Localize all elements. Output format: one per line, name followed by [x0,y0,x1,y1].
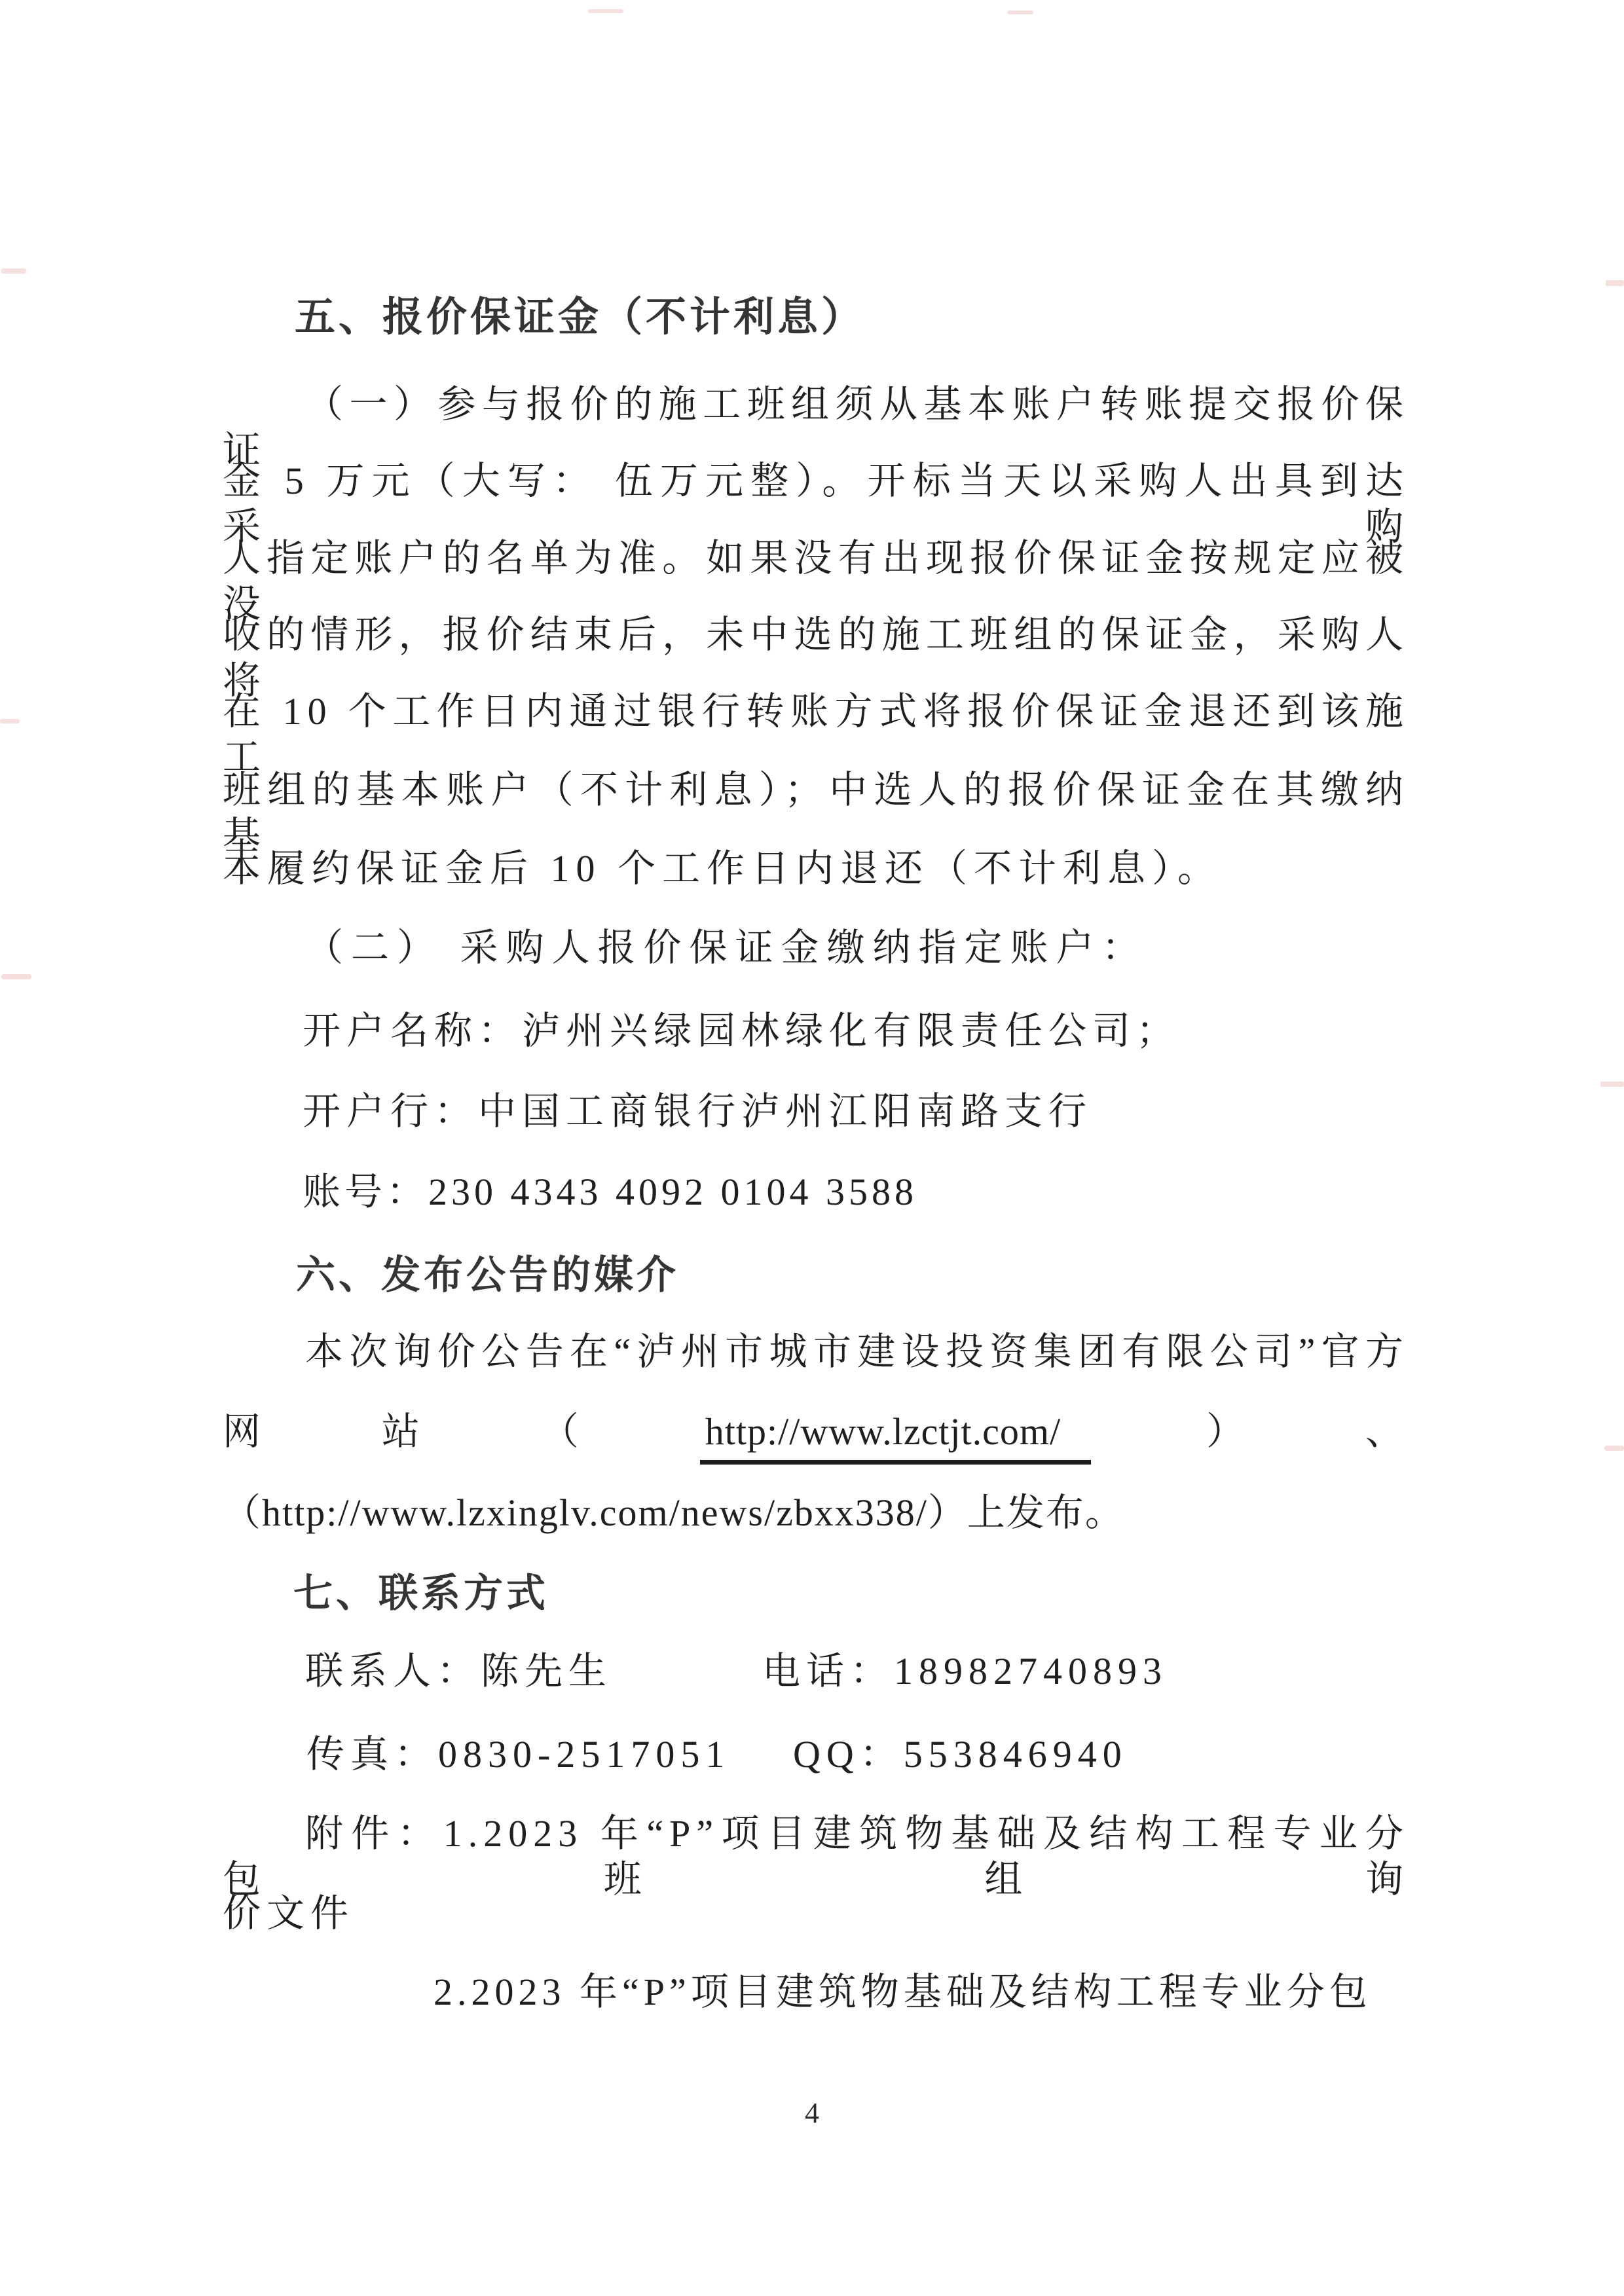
text-line: 开户名称：泸州兴绿园林绿化有限责任公司； [303,1010,1181,1052]
contact-line [223,1649,1409,1696]
section-heading: 六、发布公告的媒介 [296,1253,679,1297]
text-line: 金 5 万元（大写： 伍万元整）。开标当天以采购人出具到达采购 [223,460,1409,548]
section-heading: 七、联系方式 [293,1571,549,1615]
scan-artifact [1007,10,1033,14]
contact-label-right: QQ：553846940 [793,1733,1128,1776]
text-line: （二） 采购人报价保证金缴纳指定账户： [305,926,1148,969]
website-line-word: 网 [223,1410,267,1453]
scan-artifact [1,268,26,274]
website-line-word: ） [1206,1410,1251,1453]
scan-artifact [1600,1082,1624,1087]
scan-artifact [0,719,20,723]
text-line: 开户行：中国工商银行泸州江阳南路支行 [303,1090,1093,1133]
underlined-url: http://www.lzctjt.com/ [700,1409,1091,1465]
text-line: 账号：230 4343 4092 0104 3588 [303,1171,918,1213]
website-line-word: （ [540,1410,585,1453]
text-line: 本次询价公告在“泸州市城市建设投资集团有限公司”官方 [305,1330,1409,1373]
scan-artifact [588,9,623,13]
text-line: （一）参与报价的施工班组须从基本账户转账提交报价保证 [223,383,1409,471]
contact-label-left: 联系人：陈先生 [305,1650,613,1692]
text-line: 人指定账户的名单为准。如果没有出现报价保证金按规定应被没 [223,537,1409,625]
website-line-word: 站 [381,1410,426,1453]
page-number: 4 [805,2097,819,2129]
text-line: 2.2023 年“P”项目建筑物基础及结构工程专业分包 [434,1971,1372,2013]
section-heading: 五、报价保证金（不计利息） [295,295,866,340]
scan-artifact [1604,1446,1624,1451]
text-line: 价文件 [223,1892,355,1935]
text-line: 附件：1.2023 年“P”项目建筑物基础及结构工程专业分包班组询 [223,1812,1409,1901]
text-line: 本履约保证金后 10 个工作日内退还（不计利息）。 [223,847,1223,890]
scan-artifact [1,974,31,979]
website-line-word: 、 [1365,1410,1409,1453]
contact-label-right: 电话：18982740893 [762,1650,1168,1692]
contact-label-left: 传真：0830-2517051 [306,1733,731,1776]
text-line: 班组的基本账户（不计利息）；中选人的报价保证金在其缴纳基 [223,769,1409,857]
text-line: 在 10 个工作日内通过银行转账方式将报价保证金退还到该施工 [223,690,1409,778]
contact-line [223,1732,1409,1779]
text-line: 收的情形，报价结束后，未中选的施工班组的保证金，采购人将 [223,613,1409,702]
scan-artifact [1606,280,1624,286]
website-line [223,1409,1409,1465]
text-line: （http://www.lzxinglv.com/news/zbxx338/）上发布。 [223,1491,1124,1534]
